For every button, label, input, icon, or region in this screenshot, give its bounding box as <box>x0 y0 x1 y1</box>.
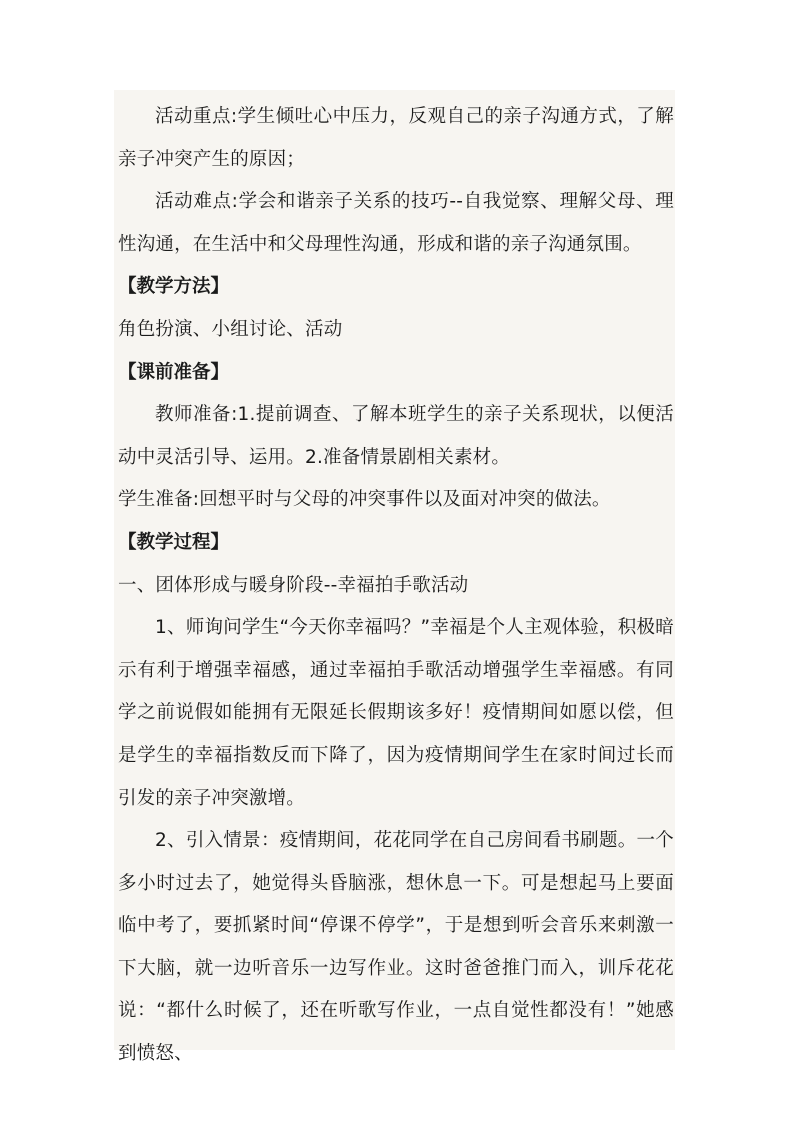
step-two: 2、引入情景：疫情期间，花花同学在自己房间看书刷题。一个多小时过去了，她觉得头昏脑涨，想休息一下。可是想起马上要面临中考了，要抓紧时间“停课不停学”，于是想到听会音乐来刺激一下大脑，就一边听音乐一边写作业。这时爸爸推门而入，训斥花花说：“都什么时候了，还在听歌写作业，一点自觉性都没有！”她感到愤怒、 <box>118 830 674 1065</box>
heading-teaching-methods: 【教学方法】 <box>118 276 230 298</box>
heading-preparation: 【课前准备】 <box>118 361 230 383</box>
heading-teaching-process: 【教学过程】 <box>118 531 230 553</box>
document-body <box>118 96 674 1076</box>
teaching-methods: 角色扮演、小组讨论、活动 <box>118 318 343 340</box>
teacher-preparation: 教师准备:1.提前调查、了解本班学生的亲子关系现状，以便活动中灵活引导、运用。2.准备情景剧相关素材。 <box>118 404 674 468</box>
activity-difficulty: 活动难点:学会和谐亲子关系的技巧--自我觉察、理解父母、理性沟通，在生活中和父母理性沟通，形成和谐的亲子沟通氛围。 <box>118 191 674 255</box>
student-preparation: 学生准备:回想平时与父母的冲突事件以及面对冲突的做法。 <box>118 489 611 511</box>
step-one: 1、师询问学生“今天你幸福吗？”幸福是个人主观体验，积极暗示有利于增强幸福感，通过幸福拍手歌活动增强学生幸福感。有同学之前说假如能拥有无限延长假期该多好！疫情期间如愿以偿，但是学生的幸福指数反而下降了，因为疫情期间学生在家时间过长而引发的亲子冲突激增。 <box>118 617 674 809</box>
stage-one-title: 一、团体形成与暖身阶段--幸福拍手歌活动 <box>118 574 469 596</box>
activity-focus: 活动重点:学生倾吐心中压力，反观自己的亲子沟通方式，了解亲子冲突产生的原因； <box>118 106 674 170</box>
